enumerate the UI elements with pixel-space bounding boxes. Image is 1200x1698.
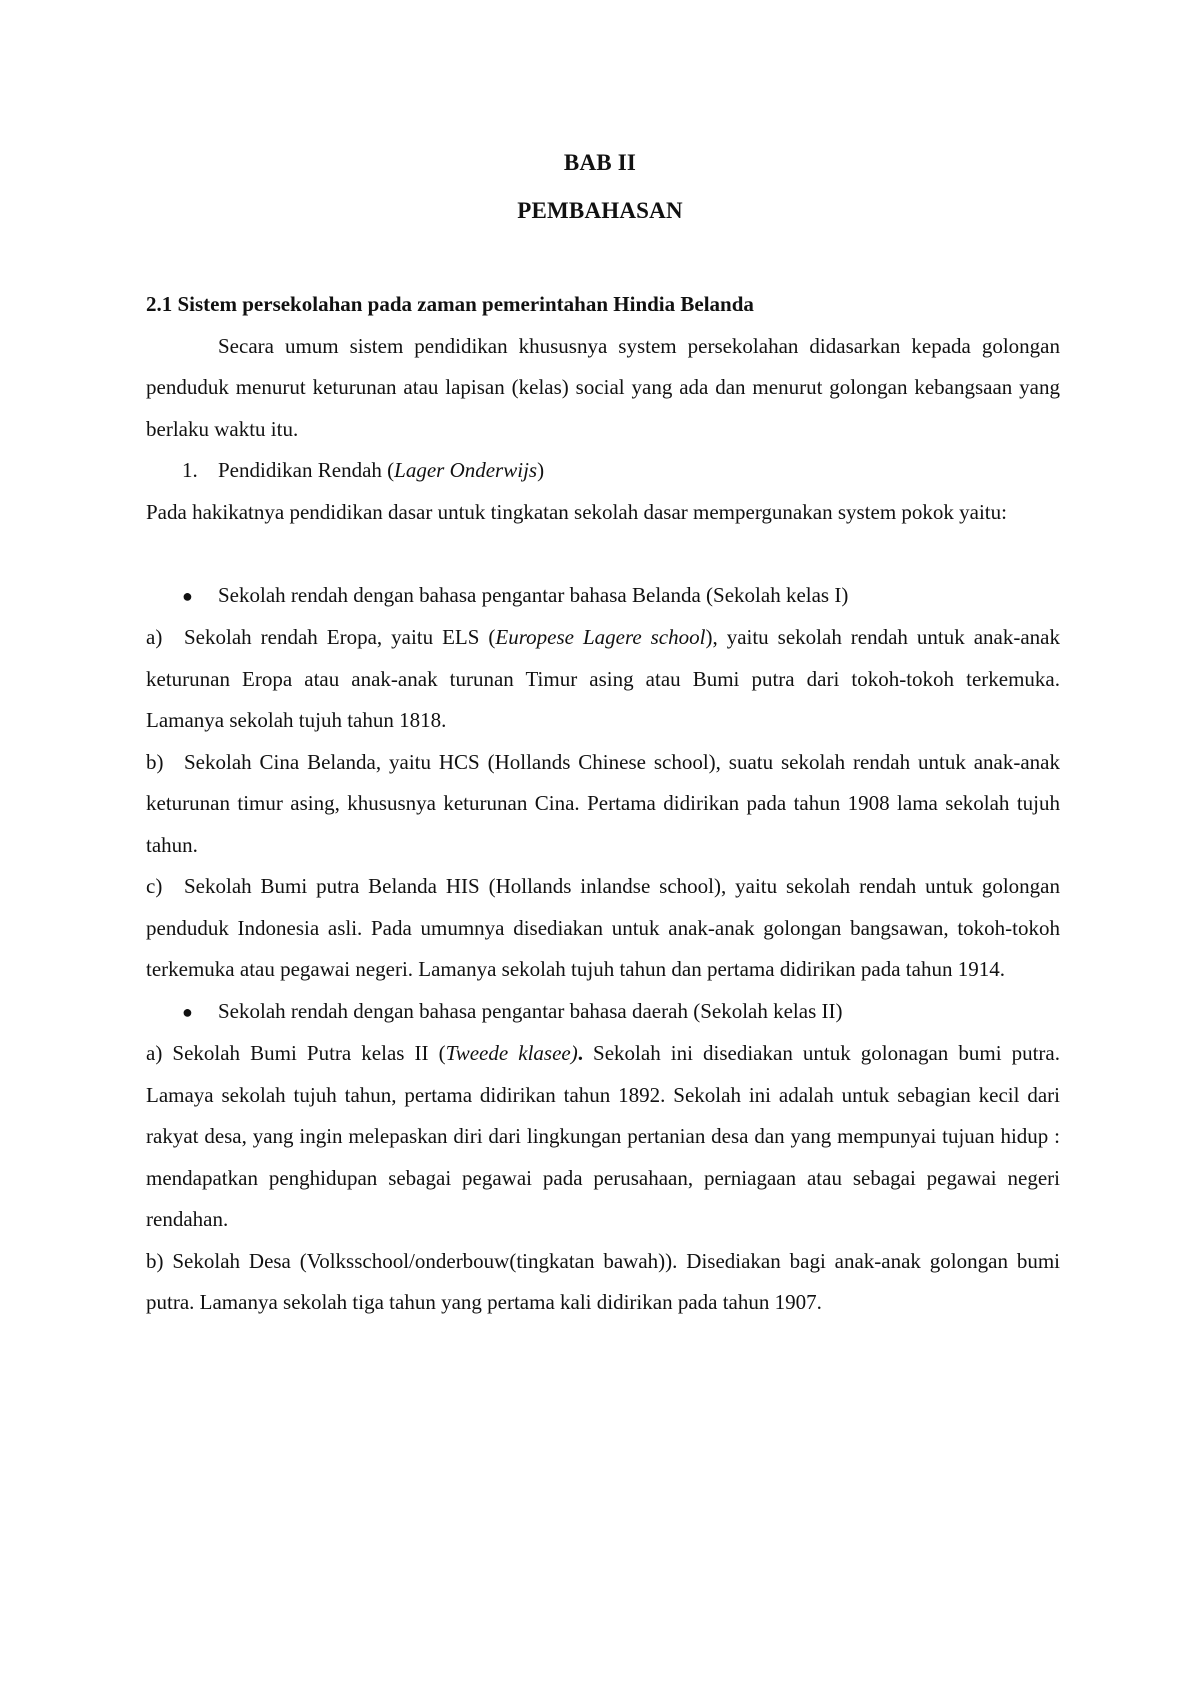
item-text: Sekolah Bumi putra Belanda HIS (Hollands inlandse school), yaitu sekolah rendah untuk golongan penduduk Indonesia asli. Pada umumnya disediakan untuk anak-anak golongan bangsawan, tokoh-tokoh terkemuka atau pegawai negeri. Lamanya sekolah tujuh tahun dan pertama didirikan pada tahun 1914.	[146, 874, 1060, 981]
item-label: b)	[146, 1248, 164, 1273]
bullet-item-kelas-1	[146, 575, 1060, 618]
subsection-heading: 2.1 Sistem persekolahan pada zaman pemerintahan Hindia Belanda	[146, 292, 754, 316]
bullet-icon: ●	[182, 585, 193, 606]
item-text: Sekolah Cina Belanda, yaitu HCS (Hollands Chinese school), suatu sekolah rendah untuk anak-anak keturunan timur asing, khususnya keturunan Cina. Pertama didirikan pada tahun 1908 lama sekolah tujuh tahun.	[146, 749, 1060, 857]
numbered-item-number: 1.	[182, 458, 198, 482]
item-text: Sekolah Bumi Putra kelas II (	[172, 1041, 446, 1065]
numbered-item-pendidikan-rendah	[146, 450, 1060, 492]
item-italic: Tweede klasee)	[445, 1041, 578, 1065]
bullet-text: Sekolah rendah dengan bahasa pengantar bahasa daerah (Sekolah kelas II)	[218, 998, 843, 1023]
list-item-hcs	[146, 742, 1060, 867]
list-item-els	[146, 617, 1060, 742]
item-text-rest: Sekolah ini disediakan untuk golonagan bumi putra. Lamaya sekolah tujuh tahun, pertama didirikan tahun 1892. Sekolah ini adalah untuk sebagian kecil dari rakyat desa, yang ingin melepaskan diri dari lingkungan pertanian desa dan yang mempunyai tujuan hidup : mendapatkan penghidupan sebagai pegawai pada perusahaan, perniagaan atau sebagai pegawai negeri rendahan.	[146, 1041, 1060, 1231]
item-italic: Europese Lagere school	[495, 625, 706, 649]
item-label: a)	[146, 1041, 163, 1065]
paragraph-pokok: Pada hakikatnya pendidikan dasar untuk tingkatan sekolah dasar mempergunakan system pokok yaitu:	[146, 499, 1007, 524]
intro-paragraph: Secara umum sistem pendidikan khususnya system persekolahan didasarkan kepada golongan penduduk menurut keturunan atau lapisan (kelas) social yang ada dan menurut golongan kebangsaan yang berlaku waktu itu.	[146, 333, 1060, 441]
item-label: a)	[146, 625, 163, 649]
item-label: c)	[146, 874, 163, 898]
section-title: PEMBAHASAN	[517, 198, 683, 223]
bullet-icon: ●	[182, 1001, 193, 1022]
document-body	[146, 284, 1060, 1324]
bullet-text: Sekolah rendah dengan bahasa pengantar bahasa Belanda (Sekolah kelas I)	[218, 582, 849, 607]
numbered-item-text: Pendidikan Rendah (	[218, 458, 395, 482]
blank-line	[146, 533, 1060, 575]
numbered-item-close: )	[537, 458, 545, 482]
list-item-bumi-putra-kelas-2	[146, 1033, 1060, 1241]
list-item-sekolah-desa	[146, 1241, 1060, 1324]
chapter-title: BAB II	[563, 150, 637, 175]
item-label: b)	[146, 749, 164, 774]
bullet-item-kelas-2	[146, 991, 1060, 1034]
item-text-rest: ), yaitu sekolah rendah untuk anak-anak keturunan Eropa atau anak-anak turunan Timur asing atau Bumi putra dari tokoh-tokoh terkemuka. Lamanya sekolah tujuh tahun 1818.	[146, 625, 1061, 732]
item-text: Sekolah Desa (Volksschool/onderbouw(tingkatan bawah)). Disediakan bagi anak-anak golongan bumi putra. Lamanya sekolah tiga tahun yang pertama kali didirikan pada tahun 1907.	[146, 1248, 1060, 1314]
numbered-item-italic: Lager Onderwijs	[394, 458, 538, 482]
list-item-his	[146, 866, 1060, 991]
item-text: Sekolah rendah Eropa, yaitu ELS (	[184, 625, 496, 649]
item-bold-period: .	[577, 1041, 583, 1065]
